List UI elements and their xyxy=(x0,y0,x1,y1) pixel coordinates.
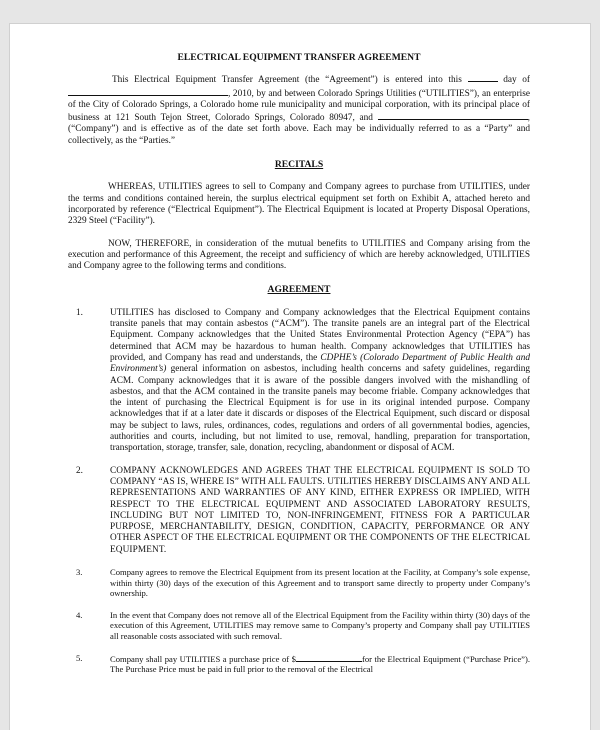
list-item xyxy=(62,466,530,556)
list-item xyxy=(62,653,530,675)
item-number: 4. xyxy=(76,609,83,620)
list-item xyxy=(62,610,530,642)
item-text-part: general information on asbestos, including health concerns and safety guidelines, regarding ACM. Company acknowledges that it is aware of the possible dangers involved with the mishandling of asbestos, and that the ACM contained in the transite panels may become friable. Company acknowledges that the intent of purchasing the Electrical Equipment is for use in its original intended purpose. Company acknowledges that if at a later date it discards or disposes of the Electrical Equipment, such discard or disposal may be subject to laws, rules, ordinances, codes, regulations and orders of all governmental bodies, agencies, authorities and courts, including, but not limited to use, removal, handling, preparation for transportation, transportation, storage, transfer, sale, donation, recycling, abandonment or disposal of ACM. xyxy=(110,364,530,454)
intro-day-of: day of xyxy=(503,75,531,86)
item-number: 5. xyxy=(76,652,83,663)
agreement-list xyxy=(68,308,530,675)
intro-line-4: , (“Company”) and is effective as of the date set forth above. Each may be individually referred to as a “Party” and collectively, as the “Parties.” xyxy=(68,113,530,146)
agreement-heading: AGREEMENT xyxy=(267,284,331,296)
document-page xyxy=(10,24,590,730)
item-number: 2. xyxy=(76,465,83,476)
item-text-part: Company shall pay UTILITIES a purchase price of $ xyxy=(110,653,296,664)
item-text: In the event that Company does not remove all of the Electrical Equipment from the Facility within thirty (30) days of the execution of this Agreement, UTILITIES may remove same to Company’s property and Company shall pay UTILITIES all reasonable costs associated with such removal. xyxy=(110,609,530,641)
item-text-part: UTILITIES has disclosed to Company and Company acknowledges that the Electrical Equipment contains transite panels that may contain asbestos (“ACM”). The transite panels are an integral part of the Electrical Equipment. Company acknowledges that the United States Environmental Protection Agency (“EPA”) has determined that ACM may be hazardous to human health. Company acknowledges that UTILITIES has provided, and Company has read and understands, the xyxy=(110,307,530,363)
list-item xyxy=(62,567,530,599)
item-text xyxy=(110,654,530,675)
item-number: 3. xyxy=(76,566,83,577)
item-text-part: for the Electrical Equipment (“Purchase Price”). The Purchase Price must be paid in full prior to the removal of the Electrical xyxy=(110,653,530,675)
document-title: ELECTRICAL EQUIPMENT TRANSFER AGREEMENT xyxy=(177,52,421,63)
item-text: COMPANY ACKNOWLEDGES AND AGREES THAT THE ELECTRICAL EQUIPMENT IS SOLD TO COMPANY “AS IS, WHERE IS” WITH ALL FAULTS. UTILITIES HEREBY DISCLAIMS ANY AND ALL REPRESENTATIONS AND WARRANTIES OF ANY KIND, EITHER EXPRESS OR IMPLIED, WITH RESPECT TO THE ELECTRICAL EQUIPMENT AND ASSOCIATED LABORATORY RESULTS, INCLUDING BUT NOT LIMITED TO, NON-INFRINGEMENT, FITNESS FOR A PARTICULAR PURPOSE, MERCHANTABILITY, DESIGN, CONDITION, CAPACITY, PERFORMANCE OR ANY OTHER ASPECT OF THE ELECTRICAL EQUIPMENT OR THE COMPONENTS OF THE ELECTRICAL EQUIPMENT. xyxy=(110,465,531,555)
list-item xyxy=(62,308,530,455)
intro-paragraph xyxy=(68,73,530,147)
date-blank xyxy=(468,73,498,82)
item-text: Company agrees to remove the Electrical Equipment from its present location at the Facility, at Company’s sole expense, within thirty (30) days of the execution of this Agreement and to transport same directly to property under Company’s ownership. xyxy=(110,566,530,599)
intro-line-1: This Electrical Equipment Transfer Agreement (the “Agreement”) is entered into this xyxy=(112,75,462,86)
item-text xyxy=(110,308,530,454)
recitals-heading: RECITALS xyxy=(274,159,324,171)
month-blank xyxy=(68,87,228,96)
intro-line-2: , 2010, by and between Colorado Springs Utilities (“UTILITIES”), an xyxy=(228,88,491,99)
item-number: 1. xyxy=(76,307,83,318)
whereas-paragraph: WHEREAS, UTILITIES agrees to sell to Company and Company agrees to purchase from UTILITIES, under the terms and conditions contained herein, the surplus electrical equipment set forth on Exhibit A, attached hereto and incorporated by reference (“Electrical Equipment”). The Electrical Equipment is located at Property Disposal Operations, 2329 Steel (“Facility”). xyxy=(68,182,530,227)
company-name-blank xyxy=(378,111,528,120)
now-therefore-paragraph: NOW, THEREFORE, in consideration of the mutual benefits to UTILITIES and Company arising from the execution and performance of this Agreement, the receipt and sufficiency of which are hereby acknowledged, UTILITIES and Company agree to the following terms and conditions. xyxy=(68,238,530,272)
item-text-italic: CDPHE’s (Colorado Department of Public Health and Environment’s) xyxy=(110,352,530,375)
intro-line-3: enterprise of the City of Colorado Springs, a Colorado home rule municipality and municipal corporation, with its principal place of business at 121 South Tejon Street, Colorado Springs, Colorado 80947, and xyxy=(68,88,530,124)
document-body xyxy=(68,52,530,675)
price-blank xyxy=(296,653,362,662)
